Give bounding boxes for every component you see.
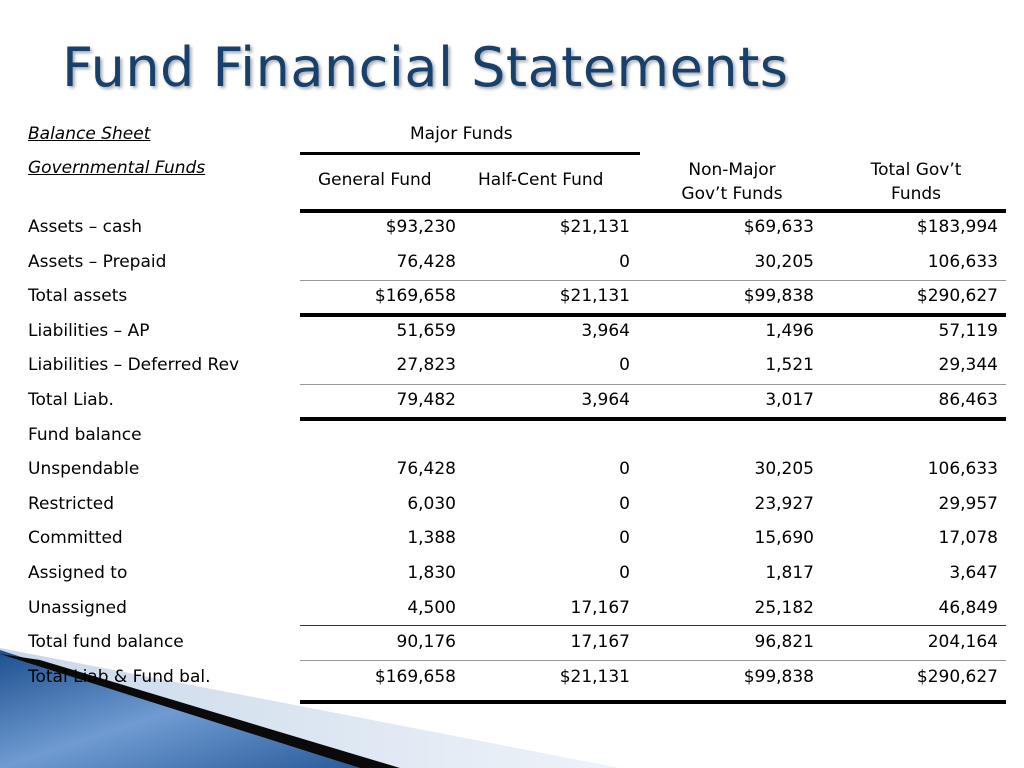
cell-nonmajor: 96,821 — [754, 632, 814, 652]
cell-total: $183,994 — [916, 217, 998, 237]
cell-halfcent: 3,964 — [581, 321, 630, 341]
cell-total: 86,463 — [938, 390, 998, 410]
cell-nonmajor: 1,817 — [765, 563, 814, 583]
row-label: Total assets — [28, 286, 128, 306]
row-label: Liabilities – Deferred Rev — [28, 355, 240, 375]
row-label: Committed — [28, 528, 123, 548]
rule-total-fund-balance-top — [300, 625, 1006, 626]
cell-total: $290,627 — [916, 667, 998, 687]
cell-total: 106,633 — [927, 459, 998, 479]
row-label: Total Liab. — [28, 390, 114, 410]
cell-halfcent: 0 — [619, 355, 630, 375]
cell-halfcent: 0 — [619, 494, 630, 514]
cell-total: 106,633 — [927, 252, 998, 272]
cell-general: $169,658 — [374, 667, 456, 687]
table-bottom-rule — [300, 700, 1006, 704]
cell-total: 204,164 — [927, 632, 998, 652]
col-header-non-major-line1: Non-Major — [688, 160, 776, 180]
row-label: Liabilities – AP — [28, 321, 150, 341]
major-funds-label: Major Funds — [410, 124, 513, 144]
cell-general: 1,388 — [407, 528, 456, 548]
cell-total: 29,957 — [938, 494, 998, 514]
col-header-non-major-line2: Gov’t Funds — [681, 184, 783, 204]
col-header-half-cent-fund: Half-Cent Fund — [478, 170, 604, 190]
cell-nonmajor: 1,496 — [765, 321, 814, 341]
cell-nonmajor: 15,690 — [754, 528, 814, 548]
row-label: Total Liab & Fund bal. — [28, 667, 211, 687]
cell-general: $169,658 — [374, 286, 456, 306]
cell-general: 4,500 — [407, 598, 456, 618]
cell-general: 51,659 — [396, 321, 456, 341]
cell-general: $93,230 — [385, 217, 456, 237]
rule-total-liab-top — [300, 384, 1006, 385]
cell-general: 90,176 — [396, 632, 456, 652]
cell-halfcent: 17,167 — [570, 632, 630, 652]
cell-nonmajor: $99,838 — [743, 667, 814, 687]
cell-general: 6,030 — [407, 494, 456, 514]
rule-total-liab-bottom — [300, 417, 1006, 421]
row-label: Restricted — [28, 494, 115, 514]
cell-general: 27,823 — [396, 355, 456, 375]
cell-total: 17,078 — [938, 528, 998, 548]
page-title: Fund Financial Statements — [62, 36, 789, 99]
cell-general: 76,428 — [396, 252, 456, 272]
cell-general: 79,482 — [396, 390, 456, 410]
rule-total-liab-fund-top — [300, 660, 1006, 661]
col-header-total — [836, 158, 996, 206]
cell-nonmajor: $99,838 — [743, 286, 814, 306]
cell-total: 29,344 — [938, 355, 998, 375]
row-label: Assigned to — [28, 563, 128, 583]
row-label: Fund balance — [28, 425, 142, 445]
rule-total-assets-bottom — [300, 313, 1006, 317]
cell-halfcent: 17,167 — [570, 598, 630, 618]
col-header-total-line1: Total Gov’t — [870, 160, 962, 180]
rule-total-assets-top — [300, 280, 1006, 281]
cell-total: 46,849 — [938, 598, 998, 618]
col-header-non-major — [652, 158, 812, 206]
cell-halfcent: 0 — [619, 459, 630, 479]
row-label: Assets – Prepaid — [28, 252, 167, 272]
col-header-general-fund: General Fund — [318, 170, 432, 190]
cell-nonmajor: 23,927 — [754, 494, 814, 514]
cell-halfcent: $21,131 — [559, 217, 630, 237]
cell-total: $290,627 — [916, 286, 998, 306]
cell-nonmajor: 30,205 — [754, 252, 814, 272]
cell-halfcent: 0 — [619, 528, 630, 548]
cell-halfcent: $21,131 — [559, 667, 630, 687]
cell-nonmajor: 3,017 — [765, 390, 814, 410]
balance-sheet-label: Balance Sheet — [28, 124, 151, 144]
cell-halfcent: 3,964 — [581, 390, 630, 410]
cell-total: 3,647 — [949, 563, 998, 583]
cell-total: 57,119 — [938, 321, 998, 341]
cell-nonmajor: 1,521 — [765, 355, 814, 375]
governmental-funds-label: Governmental Funds — [28, 158, 206, 178]
header-rule — [300, 209, 1006, 213]
row-label: Unassigned — [28, 598, 127, 618]
cell-general: 76,428 — [396, 459, 456, 479]
cell-nonmajor: 30,205 — [754, 459, 814, 479]
cell-nonmajor: $69,633 — [743, 217, 814, 237]
row-label: Unspendable — [28, 459, 140, 479]
cell-general: 1,830 — [407, 563, 456, 583]
major-funds-underline — [300, 152, 640, 155]
row-label: Total fund balance — [28, 632, 184, 652]
row-label: Assets – cash — [28, 217, 143, 237]
col-header-total-line2: Funds — [890, 184, 942, 204]
cell-nonmajor: 25,182 — [754, 598, 814, 618]
cell-halfcent: $21,131 — [559, 286, 630, 306]
cell-halfcent: 0 — [619, 563, 630, 583]
cell-halfcent: 0 — [619, 252, 630, 272]
